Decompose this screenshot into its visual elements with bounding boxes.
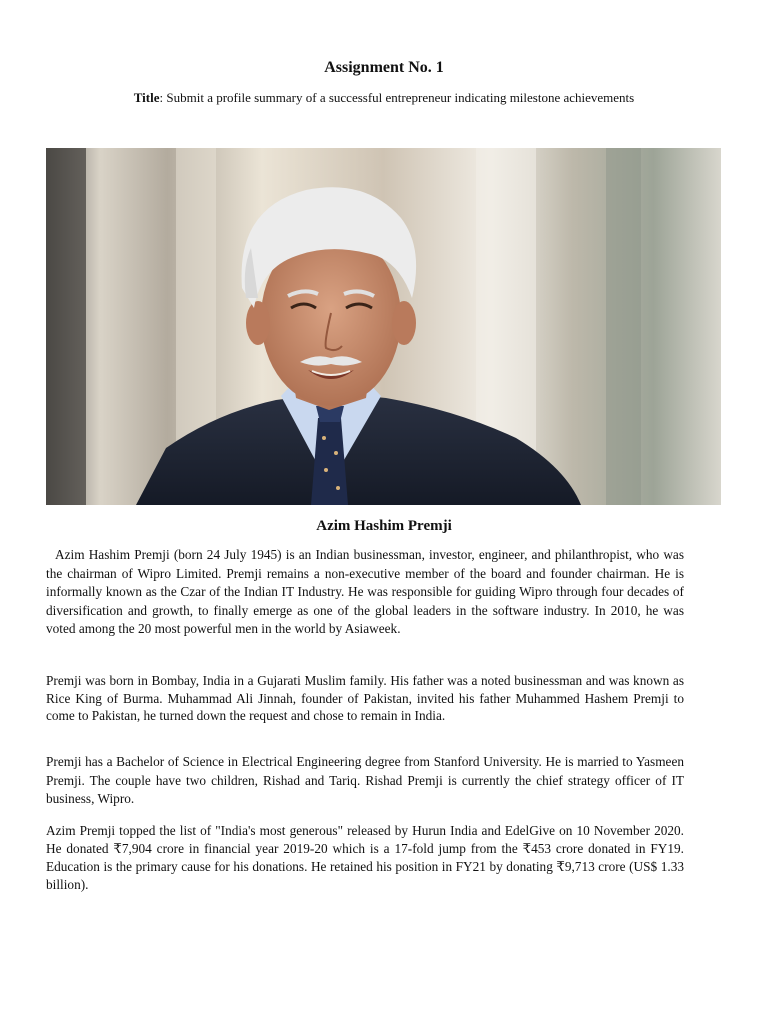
- profile-name: Azim Hashim Premji: [316, 518, 452, 534]
- paragraph-philanthropy: Azim Premji topped the list of "India's most generous" released by Hurun India and EdelGive on 10 November 2020. He donated ₹7,904 crore in financial year 2019-20 which is a 17-fold jump from the ₹453 crore donated in FY19. Education is the primary cause for his donations. He retained his position in FY21 by donating ₹9,713 crore (US$ 1.33 billion).: [46, 823, 684, 892]
- paragraph-education-family: Premji has a Bachelor of Science in Electrical Engineering degree from Stanford University. He is married to Yasmeen Premji. The couple have two children, Rishad and Tariq. Rishad Premji is currently the chief strategy officer of IT business, Wipro.: [46, 754, 684, 807]
- assignment-heading: Assignment No. 1: [324, 59, 444, 76]
- paragraph-early-life: Premji was born in Bombay, India in a Gujarati Muslim family. His father was a noted businessman and was known as Rice King of Burma. Muhammad Ali Jinnah, founder of Pakistan, invited his father Muhammed Hashem Premji to come to Pakistan, he turned down the request and chose to remain in India.: [46, 673, 684, 723]
- title-text: : Submit a profile summary of a successful entrepreneur indicating milestone achievements: [159, 90, 635, 105]
- assignment-title: [0, 90, 768, 106]
- paragraph-introduction: Azim Hashim Premji (born 24 July 1945) is an Indian businessman, investor, engineer, and philanthropist, who was the chairman of Wipro Limited. Premji remains a non-executive member of the board and founder chairman. He is informally known as the Czar of the Indian IT Industry. He was responsible for guiding Wipro through four decades of diversification and growth, to finally emerge as one of the global leaders in the software industry. In 2010, he was voted among the 20 most powerful men in the world by Asiaweek.: [46, 547, 684, 637]
- title-label: Title: [133, 90, 160, 105]
- portrait-photo: [46, 148, 721, 505]
